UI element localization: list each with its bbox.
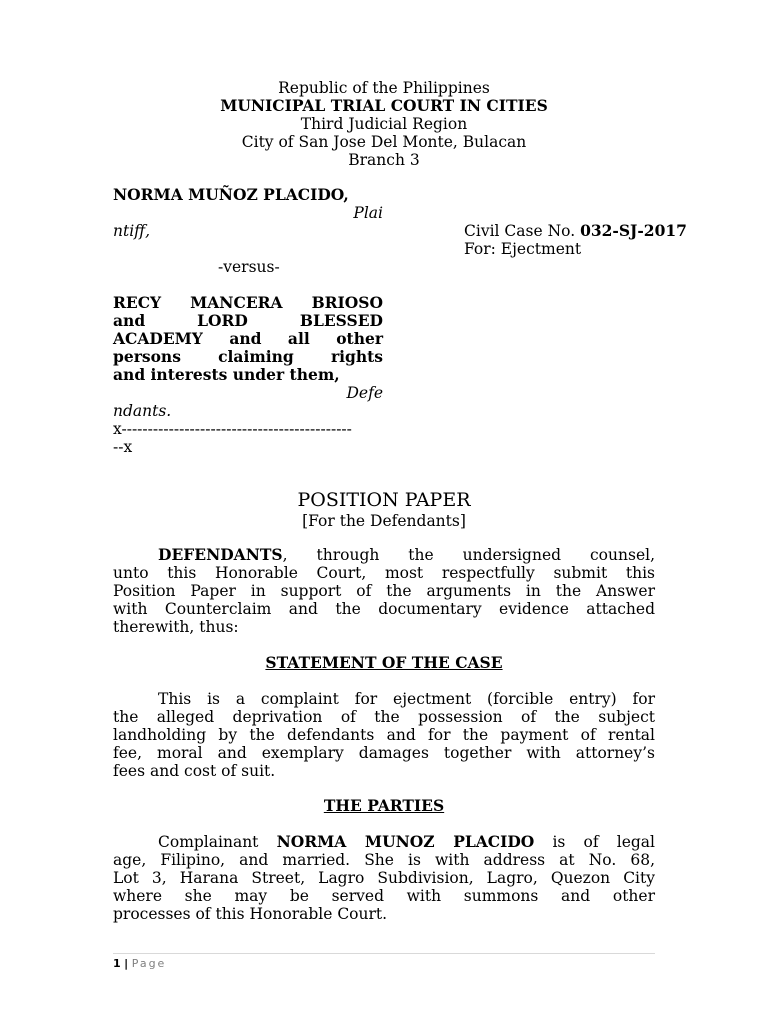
statement-line: landholding by the defendants and for the payment of rental [113,726,655,744]
caption-rule-line1: x-------------------------------------------- [113,420,352,438]
intro-line: DEFENDANTS, through the undersigned counsel, [158,545,655,564]
statement-line: the alleged deprivation of the possession of the subject [113,708,655,726]
defendants-line: RECY MANCERA BRIOSO [113,293,383,312]
parties-paragraph [113,833,655,923]
heading-statement-of-case: STATEMENT OF THE CASE [265,653,503,672]
plaintiff-role-part1: Plai [353,204,383,222]
intro-line: with Counterclaim and the documentary evidence attached [113,600,655,618]
footer-separator: | [124,957,129,970]
parties-line: age, Filipino, and married. She is with address at No. 68, [113,851,655,869]
footer-page-label: Page [131,957,167,970]
heading-the-parties: THE PARTIES [323,796,445,815]
intro-lead-bold: DEFENDANTS [158,545,283,564]
versus-label: -versus- [218,258,280,276]
document-subtitle: [For the Defendants] [302,512,466,530]
case-nature: For: Ejectment [464,240,582,258]
case-number [464,222,687,240]
statement-line: fee, moral and exemplary damages together with attorney’s [113,744,655,762]
intro-paragraph [113,546,655,636]
plaintiff-role-part2: ntiff, [113,222,151,240]
page-number: 1 [113,957,121,970]
statement-line: fees and cost of suit. [113,762,276,780]
defendants-role-part1: Defe [346,384,383,402]
statement-line: This is a complaint for ejectment (forcible entry) for [158,690,655,708]
intro-line: Position Paper in support of the arguments in the Answer [113,582,655,600]
header-republic: Republic of the Philippines [278,79,490,97]
parties-line: processes of this Honorable Court. [113,905,388,923]
page-footer [113,957,166,971]
complainant-name: NORMA MUNOZ PLACIDO [276,832,535,851]
defendants-role-part2: ndants. [113,402,172,420]
defendants-line: and LORD BLESSED [113,311,383,330]
parties-line: where she may be served with summons and other [113,887,655,905]
footer-divider [113,953,655,954]
intro-line: unto this Honorable Court, most respectfully submit this [113,564,655,582]
header-region: Third Judicial Region [300,115,468,133]
document-title: POSITION PAPER [297,489,471,511]
parties-line: Lot 3, Harana Street, Lagro Subdivision, Lagro, Quezon City [113,869,655,887]
header-city: City of San Jose Del Monte, Bulacan [241,133,527,151]
intro-line: therewith, thus: [113,618,239,636]
header-branch: Branch 3 [348,151,420,169]
header-court: MUNICIPAL TRIAL COURT IN CITIES [220,96,548,115]
defendants-line: and interests under them, [113,365,340,384]
case-number-value: 032-SJ-2017 [580,221,687,240]
defendants-block [113,294,383,384]
statement-paragraph [113,690,655,780]
parties-line: Complainant NORMA MUNOZ PLACIDO is of legal [158,832,655,851]
defendants-line: persons claiming rights [113,347,383,366]
plaintiff-name: NORMA MUÑOZ PLACIDO, [113,185,349,204]
caption-rule-line2: --x [113,438,133,456]
defendants-line: ACADEMY and all other [113,329,383,348]
case-number-label: Civil Case No. [464,222,576,240]
